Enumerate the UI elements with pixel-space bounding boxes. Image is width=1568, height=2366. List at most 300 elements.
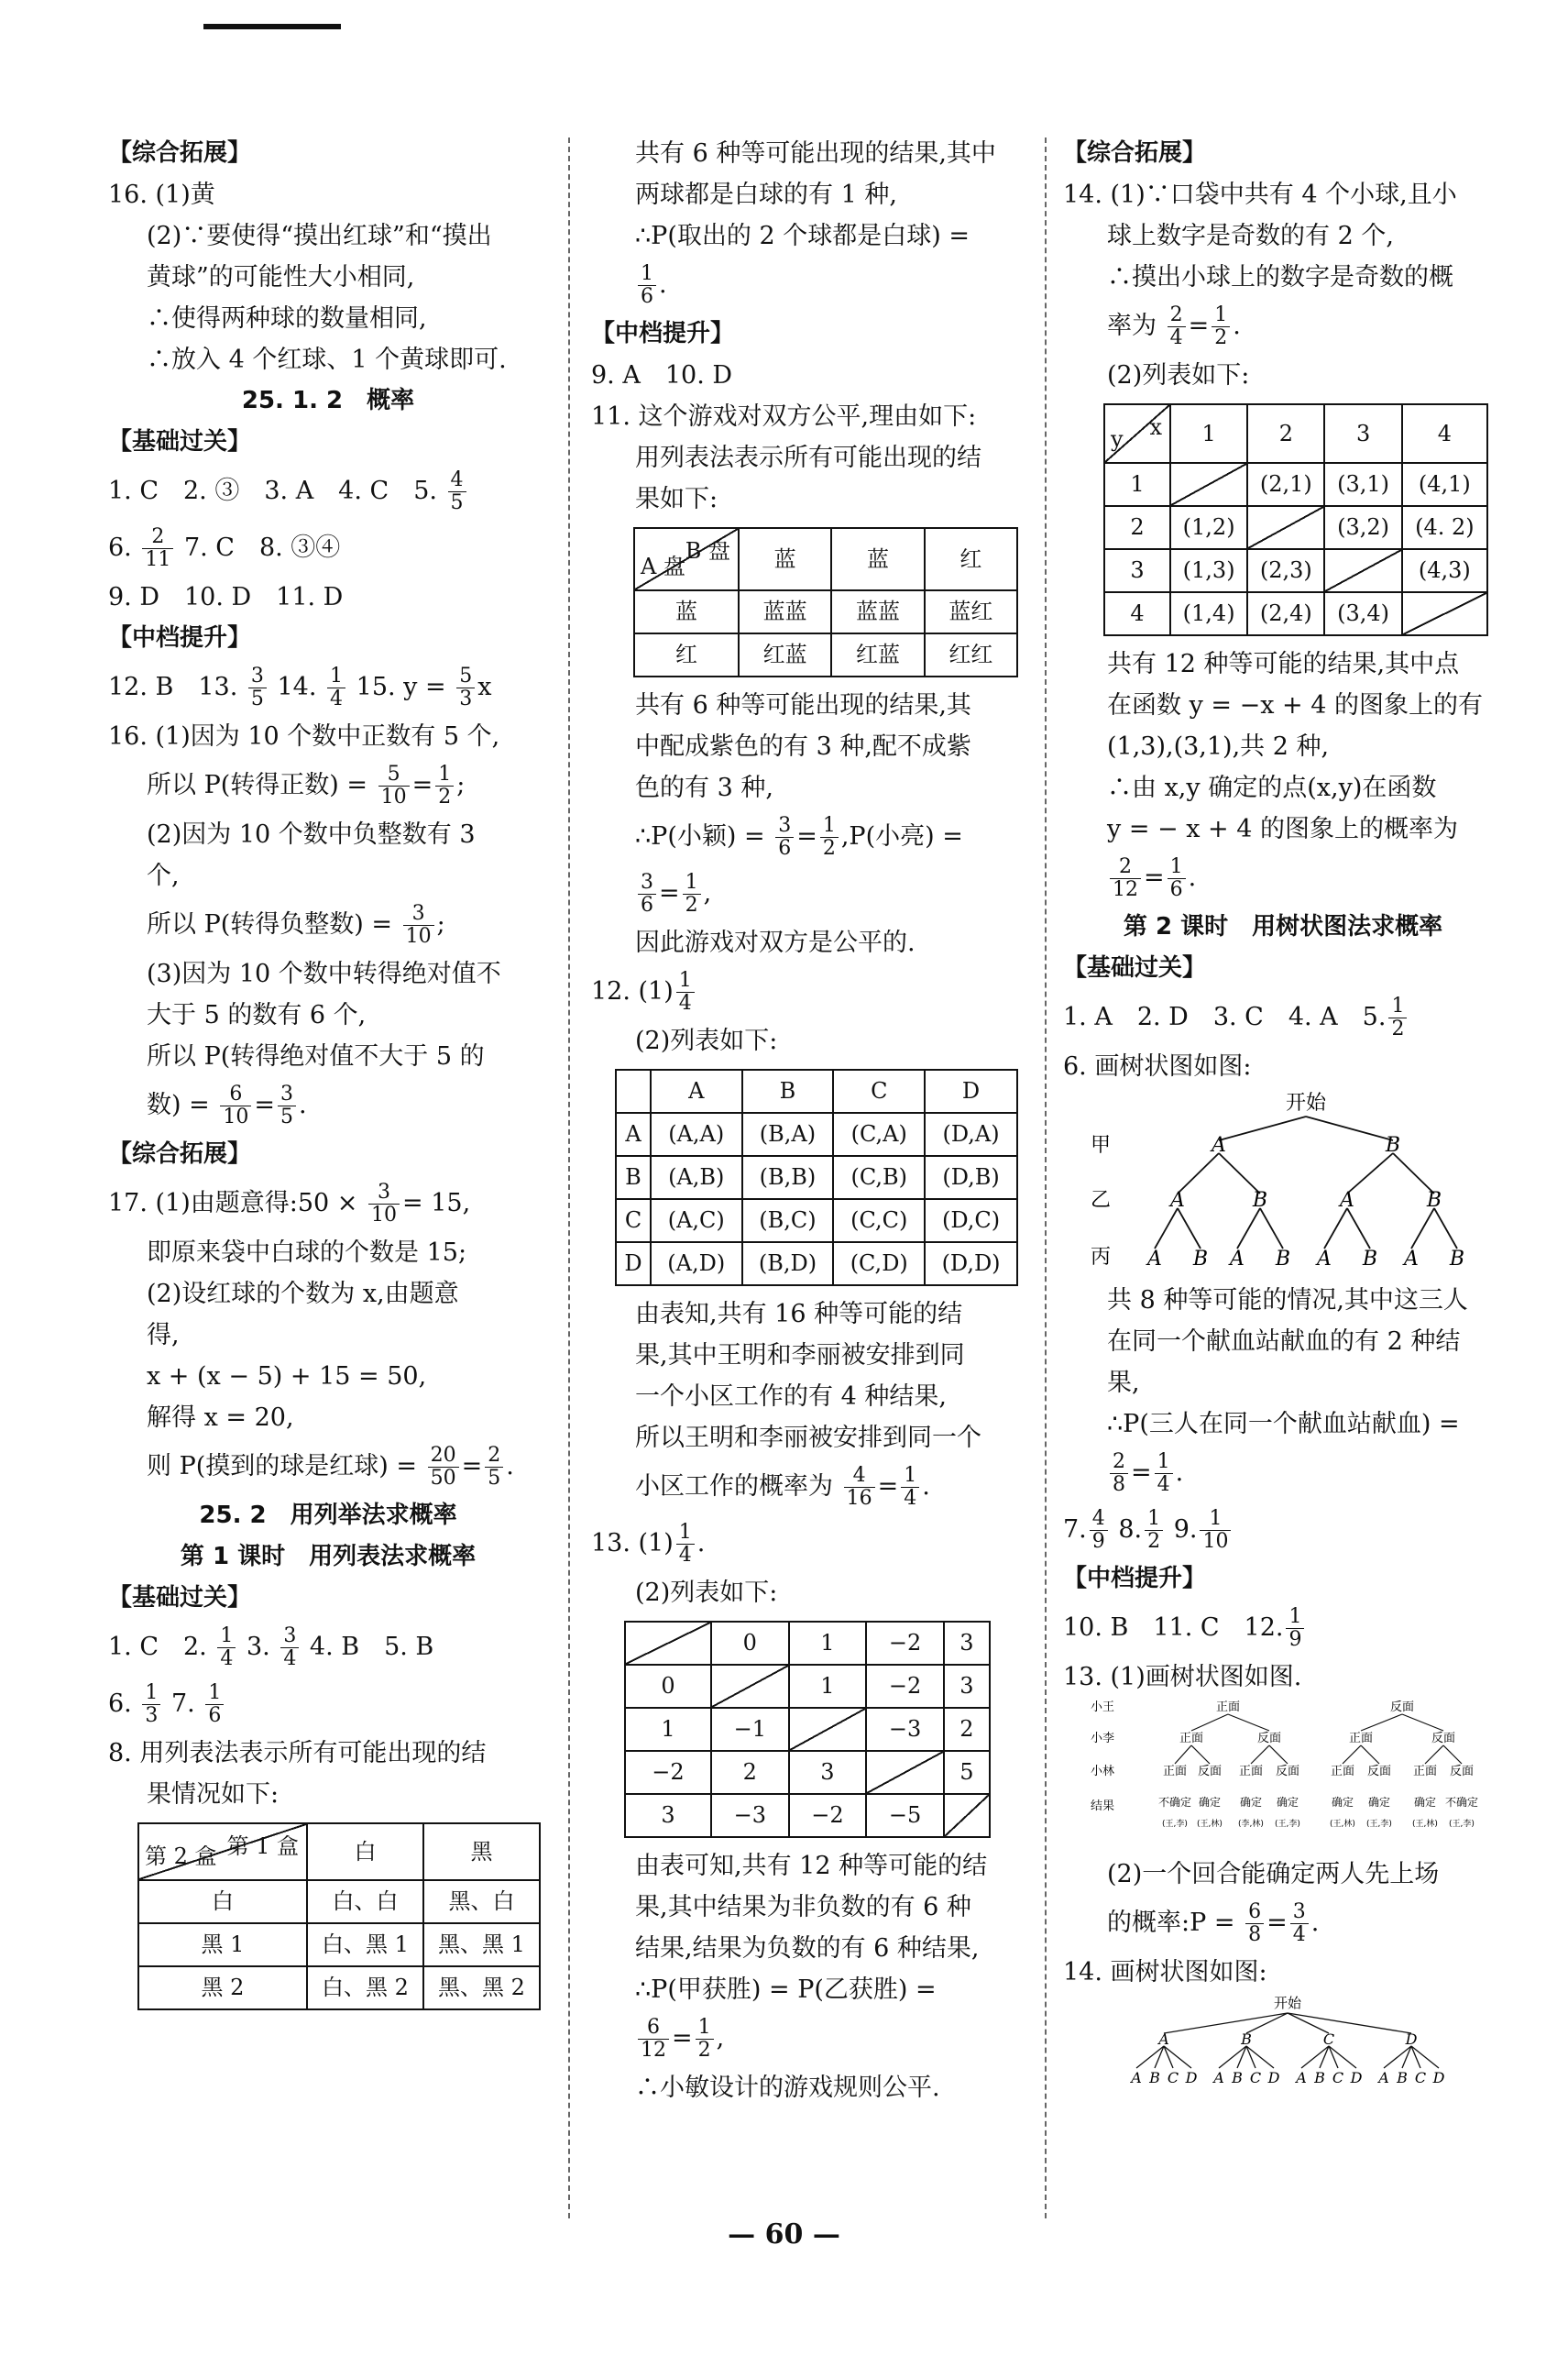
answer-line: 共 8 种等可能的情况,其中这三人 bbox=[1107, 1286, 1468, 1315]
section-heading: 【中档提升】 bbox=[108, 624, 252, 652]
fraction: $\frac{1}{2}$ bbox=[1145, 1508, 1163, 1553]
tree-node: B bbox=[1385, 1134, 1401, 1157]
section-heading: 【中档提升】 bbox=[591, 320, 735, 347]
answer-line: 8. 用列表法表示所有可能出现的结 bbox=[108, 1739, 487, 1767]
tree-node: B bbox=[1241, 2030, 1252, 2048]
fraction: $\frac{6}{10}$ bbox=[220, 1084, 251, 1128]
fraction: $\frac{1}{4}$ bbox=[901, 1465, 919, 1510]
tree-leaf: 正面 bbox=[1412, 1765, 1438, 1778]
table-cell: 1 bbox=[789, 1665, 867, 1708]
table-cell: 3 bbox=[789, 1751, 867, 1794]
table-cell: −2 bbox=[789, 1794, 867, 1837]
table-cell: 红蓝 bbox=[831, 633, 924, 677]
table-header-cell: 白 bbox=[307, 1823, 423, 1880]
table-header-cell: 2 bbox=[1247, 404, 1324, 463]
subsection-title: 第 1 课时 用列表法求概率 bbox=[180, 1543, 477, 1570]
answer-line: (2)设红球的个数为 x,由题意 bbox=[147, 1280, 459, 1308]
tree-leaf: B bbox=[1314, 2069, 1325, 2086]
answer-line: 6. 画树状图如图: bbox=[1063, 1052, 1252, 1081]
answer-line: ∴小敏设计的游戏规则公平. bbox=[635, 2074, 940, 2102]
fraction: $\frac{3}{5}$ bbox=[278, 1084, 296, 1128]
table-cell: 红蓝 bbox=[739, 633, 831, 677]
answer-line: 果, bbox=[1107, 1369, 1140, 1397]
table-q13 bbox=[624, 1621, 991, 1838]
table-cell: (C,C) bbox=[833, 1199, 925, 1242]
answer-line: $\frac{1}{6}$ . bbox=[591, 257, 1031, 314]
answer-line: y = − x + 4 的图象上的概率为 bbox=[1107, 815, 1459, 843]
tree-level-label: 结果 bbox=[1091, 1799, 1115, 1813]
answer-line bbox=[108, 463, 548, 520]
table-cell: (B,C) bbox=[742, 1199, 834, 1242]
table-cell: −2 bbox=[866, 1665, 944, 1708]
fraction: $\frac{5}{10}$ bbox=[378, 764, 410, 809]
table-cell: 白、白 bbox=[307, 1880, 423, 1923]
table-cell: B bbox=[616, 1156, 651, 1199]
tree-leaf: D bbox=[1432, 2069, 1445, 2086]
table-cell: (3,2) bbox=[1324, 506, 1401, 549]
table-cell: (1,4) bbox=[1170, 592, 1247, 635]
fraction: $\frac{4}{16}$ bbox=[844, 1465, 875, 1510]
answer-line: 果如下: bbox=[635, 485, 718, 513]
fraction: $\frac{3}{10}$ bbox=[368, 1182, 400, 1227]
answer-line: $\frac{2}{12}$ = $\frac{1}{6}$ . bbox=[1063, 850, 1503, 907]
answer-text: 14. bbox=[277, 673, 317, 701]
answer-text: 12. B 13. bbox=[108, 673, 238, 701]
table-cell: −3 bbox=[711, 1794, 789, 1837]
table-cell: (D,D) bbox=[925, 1242, 1017, 1285]
answer-line: (3)因为 10 个数中转得绝对值不 bbox=[147, 960, 501, 988]
table-cell: 蓝蓝 bbox=[739, 590, 831, 633]
fraction: $\frac{2}{8}$ bbox=[1110, 1451, 1128, 1496]
tree-note: (李,林) bbox=[1238, 1820, 1264, 1829]
answer-line: 16. (1)黄 bbox=[108, 181, 215, 209]
answer-line: ∴摸出小球上的数字是奇数的概 bbox=[1107, 263, 1453, 292]
fraction: $\frac{1}{3}$ bbox=[142, 1682, 160, 1727]
table-cell: (4,1) bbox=[1402, 463, 1487, 506]
tree-result: 确定 bbox=[1276, 1796, 1299, 1809]
fraction: $\frac{1}{6}$ bbox=[1168, 856, 1186, 901]
tree-node: 正面 bbox=[1348, 1732, 1374, 1745]
answer-line: ∴P(小颖) = $\frac{3}{6}$ = $\frac{1}{2}$ ,P(小亮) = bbox=[635, 814, 963, 860]
subsection-title: 第 2 课时 用树状图法求概率 bbox=[1123, 913, 1443, 941]
tree-leaf: 反面 bbox=[1449, 1765, 1475, 1778]
tree-note: (王,林) bbox=[1330, 1820, 1355, 1829]
fraction: $\frac{6}{8}$ bbox=[1245, 1901, 1264, 1946]
table-cell: 蓝蓝 bbox=[831, 590, 924, 633]
fraction: $\frac{1}{6}$ bbox=[638, 263, 656, 308]
table-cell bbox=[789, 1708, 867, 1751]
table-q8 bbox=[137, 1822, 541, 2010]
tree-leaf: B bbox=[1232, 2069, 1243, 2086]
tree-leaf: D bbox=[1350, 2069, 1363, 2086]
header-rule bbox=[203, 24, 341, 29]
answer-line: 14. 画树状图如图: bbox=[1063, 1958, 1267, 1986]
tree-leaf: A bbox=[1147, 1248, 1162, 1271]
table-header-cell: A bbox=[651, 1070, 742, 1113]
table-cell: (C,D) bbox=[833, 1242, 925, 1285]
subsection-title: 25. 2 用列举法求概率 bbox=[199, 1502, 457, 1529]
tree-root: 开始 bbox=[1273, 1995, 1302, 2011]
tree-note: (王,李) bbox=[1275, 1820, 1300, 1829]
tree-leaf: A bbox=[1378, 2069, 1389, 2086]
fraction: $\frac{3}{5}$ bbox=[248, 666, 267, 710]
tree-result: 确定 bbox=[1239, 1796, 1263, 1809]
fraction: $\frac{2}{11}$ bbox=[142, 526, 173, 571]
tree-diagram-q13 bbox=[1063, 1698, 1485, 1854]
answer-line: (2)列表如下: bbox=[1107, 361, 1250, 390]
table-cell: −3 bbox=[866, 1708, 944, 1751]
tree-level-label: 甲 bbox=[1091, 1134, 1112, 1157]
table-cell: (3,4) bbox=[1324, 592, 1401, 635]
table-cell: (B,B) bbox=[742, 1156, 834, 1199]
column-divider bbox=[1045, 138, 1047, 2218]
answer-text: x bbox=[477, 673, 492, 701]
tree-leaf: B bbox=[1149, 2069, 1160, 2086]
tree-edges bbox=[1155, 1117, 1457, 1249]
answer-line: 10. B 11. C 12. $\frac{1}{9}$ bbox=[1063, 1600, 1503, 1656]
tree-leaf: D bbox=[1185, 2069, 1198, 2086]
answer-line: 即原来袋中白球的个数是 15; bbox=[147, 1238, 467, 1267]
table-cell bbox=[944, 1794, 990, 1837]
tree-leaf: C bbox=[1414, 2069, 1427, 2086]
tree-leaf: B bbox=[1397, 2069, 1408, 2086]
table-cell: 红红 bbox=[925, 633, 1017, 677]
fraction: $\frac{1}{10}$ bbox=[1200, 1508, 1231, 1553]
section-heading: 【中档提升】 bbox=[1063, 1565, 1207, 1592]
table-cell: (A,A) bbox=[651, 1113, 742, 1156]
tree-node: C bbox=[1322, 2030, 1335, 2048]
table-header-cell: 红 bbox=[925, 528, 1017, 590]
tree-result: 确定 bbox=[1413, 1796, 1437, 1809]
table-cell: (3,1) bbox=[1324, 463, 1401, 506]
column-2 bbox=[591, 133, 1031, 2108]
fraction: $\frac{1}{2}$ bbox=[1212, 304, 1230, 349]
tree-node: 反面 bbox=[1431, 1732, 1456, 1745]
tree-leaf: 正面 bbox=[1330, 1765, 1355, 1778]
table-q11 bbox=[633, 527, 1018, 677]
answer-line: 数) = $\frac{6}{10}$ = $\frac{3}{5}$ . bbox=[147, 1083, 307, 1128]
fraction: $\frac{1}{2}$ bbox=[696, 2017, 714, 2062]
answer-line: 果,其中结果为非负数的有 6 种 bbox=[635, 1893, 971, 1921]
table-cell: (C,A) bbox=[833, 1113, 925, 1156]
tree-leaf: A bbox=[1213, 2069, 1224, 2086]
section-heading: 【综合拓展】 bbox=[108, 1140, 252, 1168]
answer-line: 两球都是白球的有 1 种, bbox=[635, 181, 897, 209]
answer-line: 所以 P(转得绝对值不大于 5 的 bbox=[147, 1042, 485, 1071]
tree-leaf: A bbox=[1131, 2069, 1142, 2086]
table-cell: 5 bbox=[944, 1751, 990, 1794]
tree-leaf: 正面 bbox=[1238, 1765, 1264, 1778]
column-3 bbox=[1063, 133, 1503, 2094]
table-header-cell bbox=[625, 1622, 711, 1665]
answer-line: 一个小区工作的有 4 种结果, bbox=[635, 1382, 947, 1411]
column-divider bbox=[568, 138, 570, 2218]
table-header-cell bbox=[616, 1070, 651, 1113]
table-cell: 3 bbox=[1104, 549, 1170, 592]
table-header-cell: D bbox=[925, 1070, 1017, 1113]
tree-root: 开始 bbox=[1285, 1092, 1327, 1115]
column-1 bbox=[108, 133, 548, 2018]
table-cell bbox=[1170, 463, 1247, 506]
table-cell: (2,3) bbox=[1247, 549, 1324, 592]
tree-node: 反面 bbox=[1389, 1700, 1415, 1714]
tree-node: 正面 bbox=[1179, 1732, 1204, 1745]
answer-line: $\frac{3}{6}$ = $\frac{1}{2}$ , bbox=[591, 865, 1031, 922]
table-cell: 0 bbox=[625, 1665, 711, 1708]
answer-line: 1. A 2. D 3. C 4. A 5. $\frac{1}{2}$ bbox=[1063, 989, 1503, 1046]
tree-note: (王,李) bbox=[1162, 1820, 1188, 1829]
answer-line: 的概率:P = $\frac{6}{8}$ = $\frac{3}{4}$ . bbox=[1107, 1900, 1320, 1946]
tree-level-label: 丙 bbox=[1091, 1246, 1112, 1269]
table-cell: D bbox=[616, 1242, 651, 1285]
tree-result: 不确定 bbox=[1444, 1796, 1479, 1809]
table-header-cell: 1 bbox=[789, 1622, 867, 1665]
answer-line: 1. C 2. $\frac{1}{4}$ 3. $\frac{3}{4}$ 4. B 5. B bbox=[108, 1624, 434, 1670]
answer-line: ∴P(三人在同一个献血站献血) = bbox=[1107, 1410, 1460, 1438]
tree-leaf: B bbox=[1362, 1248, 1378, 1271]
answer-line: 解得 x = 20, bbox=[147, 1403, 294, 1432]
answer-line: 所以王明和李丽被安排到同一个 bbox=[635, 1424, 981, 1452]
tree-note: (王,李) bbox=[1449, 1820, 1475, 1829]
tree-leaf: A bbox=[1230, 1248, 1245, 1271]
tree-node: B bbox=[1426, 1189, 1442, 1212]
answer-line: 9. D 10. D 11. D bbox=[108, 583, 344, 611]
tree-level-label: 小林 bbox=[1091, 1765, 1115, 1778]
subsection-title: 25. 1. 2 概率 bbox=[241, 387, 415, 414]
answer-line: ∴使得两种球的数量相同, bbox=[147, 304, 427, 333]
table-q12 bbox=[615, 1069, 1018, 1286]
answer-line: 黄球”的可能性大小相同, bbox=[147, 263, 415, 292]
answer-line: (2)列表如下: bbox=[635, 1027, 778, 1055]
table-cell: 蓝红 bbox=[925, 590, 1017, 633]
answer-line: ∴P(甲获胜) = P(乙获胜) = bbox=[635, 1975, 937, 2004]
table-cell: 黑、黑 1 bbox=[423, 1923, 540, 1966]
fraction: $\frac{3}{10}$ bbox=[403, 903, 434, 948]
tree-note: (王,林) bbox=[1197, 1820, 1223, 1829]
answer-line: 9. A 10. D bbox=[591, 361, 733, 390]
answer-line bbox=[108, 659, 548, 716]
answer-text: 7. C 8. ③④ bbox=[183, 534, 341, 562]
table-cell: (D,A) bbox=[925, 1113, 1017, 1156]
fraction: $\frac{1}{2}$ bbox=[683, 872, 701, 917]
answer-line: 得, bbox=[147, 1321, 180, 1349]
table-header-cell: 蓝 bbox=[831, 528, 924, 590]
answer-line: ∴由 x,y 确定的点(x,y)在函数 bbox=[1107, 774, 1437, 802]
answer-line: 16. (1)因为 10 个数中正数有 5 个, bbox=[108, 722, 500, 751]
tree-result: 不确定 bbox=[1157, 1796, 1192, 1809]
fraction: $\frac{1}{2}$ bbox=[1388, 996, 1407, 1040]
answer-text: 1. C 2. ③ 3. A 4. C 5. bbox=[108, 477, 437, 505]
answer-line: 13. (1) $\frac{1}{4}$ . bbox=[591, 1521, 706, 1567]
section-heading: 【基础过关】 bbox=[108, 428, 252, 456]
answer-line: 由表可知,共有 12 种等可能的结 bbox=[635, 1852, 988, 1880]
table-header-cell: C bbox=[833, 1070, 925, 1113]
table-header-cell: B bbox=[742, 1070, 834, 1113]
table-header-cell: 第 1 盒 第 2 盒 bbox=[138, 1823, 307, 1880]
answer-line: 12. (1) $\frac{1}{4}$ bbox=[591, 963, 1031, 1020]
section-heading: 【基础过关】 bbox=[1063, 954, 1207, 982]
answer-line bbox=[108, 520, 548, 577]
answer-line: 个, bbox=[147, 862, 180, 890]
table-cell: −1 bbox=[711, 1708, 789, 1751]
table-cell: 1 bbox=[625, 1708, 711, 1751]
table-cell: (A,B) bbox=[651, 1156, 742, 1199]
fraction: $\frac{1}{2}$ bbox=[435, 764, 454, 809]
tree-leaf: A bbox=[1296, 2069, 1307, 2086]
tree-level-label: 小王 bbox=[1091, 1700, 1115, 1714]
tree-result: 确定 bbox=[1331, 1796, 1354, 1809]
table-cell: 红 bbox=[634, 633, 739, 677]
tree-leaf: A bbox=[1404, 1248, 1419, 1271]
fraction: $\frac{1}{4}$ bbox=[217, 1625, 236, 1670]
answer-line: (2)一个回合能确定两人先上场 bbox=[1107, 1860, 1440, 1888]
fraction: $\frac{1}{4}$ bbox=[676, 1522, 695, 1567]
table-cell bbox=[711, 1665, 789, 1708]
table-header-cell: B 盘 A 盘 bbox=[634, 528, 739, 590]
fraction: $\frac{2}{5}$ bbox=[485, 1445, 503, 1490]
fraction: $\frac{5}{3}$ bbox=[456, 666, 475, 710]
table-cell: 2 bbox=[944, 1708, 990, 1751]
table-cell: 白、黑 1 bbox=[307, 1923, 423, 1966]
section-heading: 【综合拓展】 bbox=[1063, 139, 1207, 167]
answer-text: 6. bbox=[108, 534, 132, 562]
tree-leaf: B bbox=[1275, 1248, 1291, 1271]
answer-line: 共有 12 种等可能的结果,其中点 bbox=[1107, 650, 1460, 678]
tree-leaf: B bbox=[1449, 1248, 1465, 1271]
tree-level-label: 乙 bbox=[1091, 1189, 1112, 1212]
answer-line: 11. 这个游戏对双方公平,理由如下: bbox=[591, 402, 977, 431]
answer-line: 果情况如下: bbox=[147, 1780, 280, 1809]
table-cell: 白 bbox=[138, 1880, 307, 1923]
answer-line: 中配成紫色的有 3 种,配不成紫 bbox=[635, 732, 971, 761]
table-cell: −2 bbox=[625, 1751, 711, 1794]
fraction: $\frac{2}{4}$ bbox=[1168, 304, 1186, 349]
table-cell: (4,3) bbox=[1402, 549, 1487, 592]
answer-line: 结果,结果为负数的有 6 种结果, bbox=[635, 1934, 980, 1963]
answer-line: 共有 6 种等可能出现的结果,其中 bbox=[635, 139, 996, 168]
tree-node: A bbox=[1170, 1189, 1185, 1212]
answer-line: 由表知,共有 16 种等可能的结 bbox=[635, 1300, 963, 1328]
table-cell: (A,D) bbox=[651, 1242, 742, 1285]
answer-line: $\frac{6}{12}$ = $\frac{1}{2}$ , bbox=[591, 2010, 1031, 2067]
answer-line: 果,其中王明和李丽被安排到同 bbox=[635, 1341, 965, 1370]
tree-leaf: C bbox=[1249, 2069, 1262, 2086]
table-header-cell: 1 bbox=[1170, 404, 1247, 463]
section-heading: 【基础过关】 bbox=[108, 1584, 252, 1612]
table-header-cell: 黑 bbox=[423, 1823, 540, 1880]
table-cell: (C,B) bbox=[833, 1156, 925, 1199]
table-cell: 1 bbox=[1104, 463, 1170, 506]
page-number-value: 60 bbox=[764, 2218, 804, 2250]
fraction: $\frac{1}{9}$ bbox=[1286, 1606, 1304, 1651]
table-cell: A bbox=[616, 1113, 651, 1156]
tree-diagram-q6 bbox=[1063, 1087, 1485, 1280]
tree-leaf: D bbox=[1267, 2069, 1280, 2086]
tree-leaf: 反面 bbox=[1197, 1765, 1223, 1778]
tree-leaf: A bbox=[1317, 1248, 1332, 1271]
table-cell: −5 bbox=[866, 1794, 944, 1837]
fraction: $\frac{4}{5}$ bbox=[448, 469, 466, 514]
answer-line: 共有 6 种等可能出现的结果,其 bbox=[635, 691, 971, 720]
tree-leaf: 正面 bbox=[1162, 1765, 1188, 1778]
tree-leaf: B bbox=[1192, 1248, 1209, 1271]
table-q14 bbox=[1103, 403, 1488, 636]
fraction: $\frac{6}{12}$ bbox=[638, 2017, 669, 2062]
fraction: $\frac{3}{6}$ bbox=[775, 815, 794, 860]
fraction: $\frac{3}{6}$ bbox=[638, 872, 656, 917]
answer-line: 13. (1)画树状图如图. bbox=[1063, 1663, 1302, 1691]
table-cell: 3 bbox=[944, 1665, 990, 1708]
answer-line: 所以 P(转得正数) = $\frac{5}{10}$ = $\frac{1}{2}$ ; bbox=[147, 763, 466, 809]
tree-result: 确定 bbox=[1198, 1796, 1222, 1809]
tree-edges bbox=[1136, 2013, 1439, 2068]
tree-node: D bbox=[1405, 2030, 1418, 2048]
table-cell: 黑 1 bbox=[138, 1923, 307, 1966]
tree-node: 正面 bbox=[1215, 1700, 1241, 1714]
fraction: $\frac{1}{4}$ bbox=[1155, 1451, 1173, 1496]
table-cell: 4 bbox=[1104, 592, 1170, 635]
answer-line: ∴P(取出的 2 个球都是白球) = bbox=[635, 222, 970, 250]
table-cell: C bbox=[616, 1199, 651, 1242]
tree-node: B bbox=[1252, 1189, 1268, 1212]
section-heading: 【综合拓展】 bbox=[108, 139, 252, 167]
answer-line: 7. $\frac{4}{9}$ 8. $\frac{1}{2}$ 9. $\frac{1}{10}$ bbox=[1063, 1502, 1503, 1558]
table-cell bbox=[866, 1751, 944, 1794]
answer-line: 小区工作的概率为 $\frac{4}{16}$ = $\frac{1}{4}$ . bbox=[635, 1464, 930, 1510]
answer-line: 6. $\frac{1}{3}$ 7. $\frac{1}{6}$ bbox=[108, 1676, 548, 1733]
tree-result: 确定 bbox=[1367, 1796, 1391, 1809]
table-header-cell: x y bbox=[1104, 404, 1170, 463]
answer-line: $\frac{2}{8}$ = $\frac{1}{4}$ . bbox=[1063, 1445, 1503, 1502]
tree-node: A bbox=[1212, 1134, 1226, 1157]
answer-line: 大于 5 的数有 6 个, bbox=[147, 1001, 367, 1029]
tree-note: (王,李) bbox=[1366, 1820, 1392, 1829]
table-cell: (2,1) bbox=[1247, 463, 1324, 506]
table-cell: 3 bbox=[625, 1794, 711, 1837]
table-cell: 2 bbox=[1104, 506, 1170, 549]
answer-line: x + (x − 5) + 15 = 50, bbox=[147, 1362, 427, 1391]
answer-line: 因此游戏对双方是公平的. bbox=[635, 929, 916, 957]
fraction: $\frac{1}{4}$ bbox=[327, 666, 345, 710]
answer-line: 14. (1)∵口袋中共有 4 个小球,且小 bbox=[1063, 181, 1457, 209]
table-header-cell: 4 bbox=[1402, 404, 1487, 463]
tree-leaf: 反面 bbox=[1366, 1765, 1392, 1778]
fraction: $\frac{1}{6}$ bbox=[205, 1682, 224, 1727]
tree-leaf: C bbox=[1167, 2069, 1179, 2086]
answer-line: 则 P(摸到的球是红球) = $\frac{20}{50}$ = $\frac{2}{5}$ . bbox=[147, 1444, 514, 1490]
answer-line: ∴放入 4 个红球、1 个黄球即可. bbox=[147, 346, 507, 374]
answer-line: 色的有 3 种, bbox=[635, 774, 773, 802]
table-header-cell: 0 bbox=[711, 1622, 789, 1665]
fraction: $\frac{20}{50}$ bbox=[428, 1445, 459, 1490]
answer-line: 率为 $\frac{2}{4}$ = $\frac{1}{2}$ . bbox=[1107, 303, 1241, 349]
tree-edges bbox=[1175, 1714, 1462, 1764]
table-header-cell: −2 bbox=[866, 1622, 944, 1665]
tree-diagram-q14 bbox=[1063, 1993, 1485, 2094]
table-cell: (D,B) bbox=[925, 1156, 1017, 1199]
tree-leaf: 反面 bbox=[1275, 1765, 1300, 1778]
fraction: $\frac{1}{4}$ bbox=[676, 970, 695, 1015]
table-cell: 黑、黑 2 bbox=[423, 1966, 540, 2009]
fraction: $\frac{3}{4}$ bbox=[1290, 1901, 1309, 1946]
table-cell: 黑、白 bbox=[423, 1880, 540, 1923]
page-number: — 60 — bbox=[728, 2218, 840, 2250]
table-cell: (1,2) bbox=[1170, 506, 1247, 549]
answer-line: 在同一个献血站献血的有 2 种结 bbox=[1107, 1327, 1461, 1356]
tree-note: (王,林) bbox=[1412, 1820, 1438, 1829]
table-cell: (2,4) bbox=[1247, 592, 1324, 635]
tree-leaf: C bbox=[1332, 2069, 1344, 2086]
